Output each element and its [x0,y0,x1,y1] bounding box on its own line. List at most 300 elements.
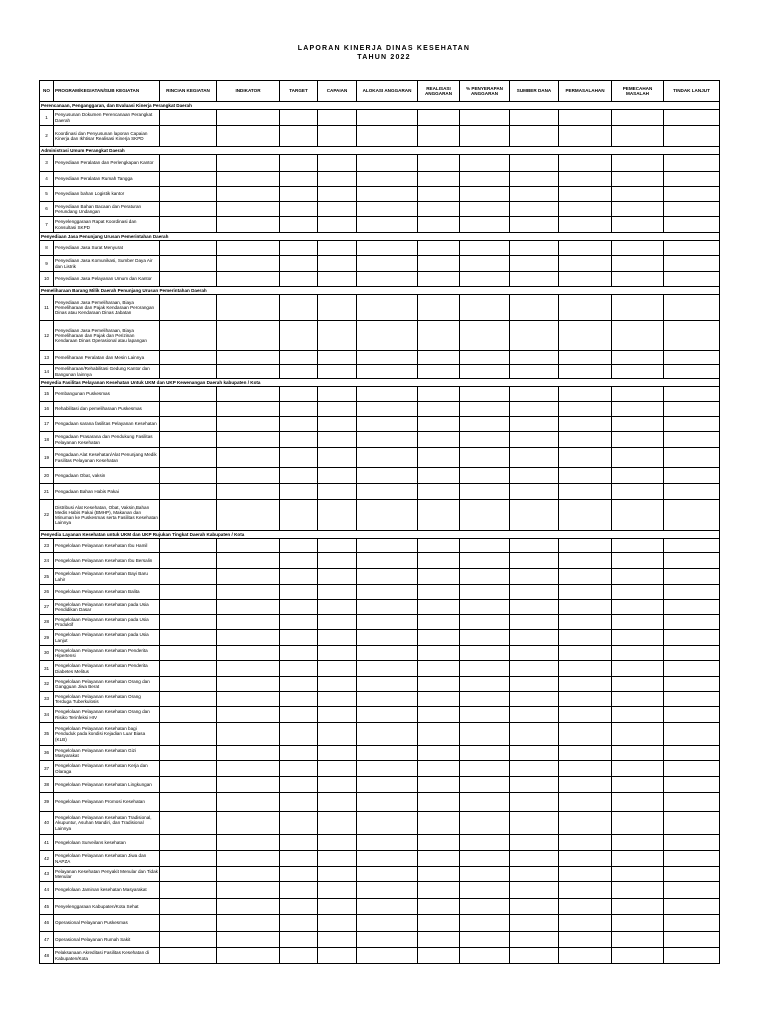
empty-cell [418,569,460,585]
empty-cell [460,468,510,484]
empty-cell [160,661,217,677]
empty-cell [318,793,357,812]
empty-cell [612,110,664,126]
empty-cell [460,899,510,915]
activity-name: Penyelenggaraan Rapat Koordinasi dan Konsultasi SKPD [54,217,160,233]
row-number: 12 [40,321,54,351]
empty-cell [418,585,460,600]
table-row [40,777,720,793]
empty-cell [510,915,559,932]
empty-cell [280,295,318,321]
empty-cell [460,793,510,812]
empty-cell [510,812,559,835]
empty-cell [460,851,510,867]
table-row [40,723,720,746]
section-row [40,379,720,387]
empty-cell [357,835,418,851]
empty-cell [460,110,510,126]
empty-cell [280,172,318,187]
empty-cell [418,351,460,365]
empty-cell [460,585,510,600]
empty-cell [418,835,460,851]
empty-cell [612,539,664,553]
column-header: SUMBER DANA [510,81,559,102]
empty-cell [280,761,318,777]
empty-cell [160,812,217,835]
empty-cell [280,387,318,402]
table-row [40,746,720,761]
empty-cell [418,851,460,867]
empty-cell [357,417,418,432]
empty-cell [318,692,357,707]
row-number: 37 [40,761,54,777]
empty-cell [217,793,280,812]
table-row [40,351,720,365]
table-row [40,365,720,379]
empty-cell [160,217,217,233]
table-row [40,217,720,233]
activity-name: Pengelolaan Pelayanan Kesehatan Tradisional, Akupuntur, Asuhan Mandiri, dan Tradisional Lainnya [54,812,160,835]
empty-cell [217,217,280,233]
empty-cell [160,851,217,867]
empty-cell [217,484,280,500]
empty-cell [664,272,720,287]
empty-cell [418,932,460,948]
empty-cell [217,432,280,448]
activity-name: Pengelolaan Pelayanan Kesehatan pada Usia Pendidikan Dasar [54,600,160,615]
table-row [40,835,720,851]
empty-cell [510,155,559,172]
empty-cell [612,202,664,217]
empty-cell [217,241,280,256]
empty-cell [559,661,612,677]
empty-cell [559,692,612,707]
row-number: 27 [40,600,54,615]
empty-cell [510,272,559,287]
empty-cell [460,812,510,835]
empty-cell [664,110,720,126]
empty-cell [357,746,418,761]
empty-cell [510,867,559,882]
empty-cell [318,746,357,761]
empty-cell [612,569,664,585]
empty-cell [510,677,559,692]
empty-cell [612,899,664,915]
empty-cell [460,500,510,531]
empty-cell [559,746,612,761]
empty-cell [559,600,612,615]
empty-cell [559,402,612,417]
empty-cell [217,202,280,217]
empty-cell [418,468,460,484]
empty-cell [318,417,357,432]
empty-cell [318,402,357,417]
empty-cell [280,417,318,432]
empty-cell [357,468,418,484]
table-row [40,432,720,448]
empty-cell [357,500,418,531]
empty-cell [418,777,460,793]
empty-cell [664,484,720,500]
activity-name: Pengadaan Prasarana dan Pendukung Fasilitas Pelayanan Kesehatan [54,432,160,448]
empty-cell [318,448,357,468]
empty-cell [357,365,418,379]
empty-cell [280,630,318,646]
empty-cell [160,882,217,899]
empty-cell [318,365,357,379]
empty-cell [510,448,559,468]
empty-cell [510,126,559,147]
table-row [40,387,720,402]
empty-cell [664,777,720,793]
empty-cell [217,500,280,531]
table-row [40,417,720,432]
empty-cell [160,110,217,126]
empty-cell [217,172,280,187]
row-number: 29 [40,630,54,646]
empty-cell [357,915,418,932]
column-header: PROGRAM/KEGIATAN/SUB KEGIATAN [54,81,160,102]
empty-cell [357,692,418,707]
activity-name: Pemeliharaan Peralatan dan Mesin Lainnya [54,351,160,365]
empty-cell [664,882,720,899]
empty-cell [160,630,217,646]
activity-name: Penyediaan bahan Logistik kantor [54,187,160,202]
empty-cell [559,646,612,661]
empty-cell [612,321,664,351]
empty-cell [460,387,510,402]
empty-cell [418,761,460,777]
empty-cell [318,723,357,746]
empty-cell [460,661,510,677]
empty-cell [217,661,280,677]
empty-cell [612,777,664,793]
empty-cell [160,777,217,793]
empty-cell [318,241,357,256]
empty-cell [280,155,318,172]
empty-cell [280,882,318,899]
empty-cell [217,468,280,484]
row-number: 31 [40,661,54,677]
empty-cell [460,948,510,964]
empty-cell [280,402,318,417]
table-row [40,241,720,256]
empty-cell [318,812,357,835]
empty-cell [357,882,418,899]
empty-cell [612,484,664,500]
empty-cell [510,882,559,899]
empty-cell [318,155,357,172]
activity-name: Penyediaan Jasa Pelayanan Umum dan Kantor [54,272,160,287]
empty-cell [280,110,318,126]
empty-cell [160,723,217,746]
empty-cell [160,707,217,723]
empty-cell [460,241,510,256]
empty-cell [217,615,280,630]
empty-cell [510,241,559,256]
table-row [40,155,720,172]
empty-cell [217,630,280,646]
row-number: 15 [40,387,54,402]
empty-cell [664,126,720,147]
empty-cell [160,387,217,402]
empty-cell [612,585,664,600]
empty-cell [280,272,318,287]
empty-cell [418,417,460,432]
row-number: 18 [40,432,54,448]
row-number: 30 [40,646,54,661]
column-header: RINCIAN KEGIATAN [160,81,217,102]
empty-cell [664,351,720,365]
activity-name: Penyediaan Bahan Bacaan dan Peraturan Perundang Undangan [54,202,160,217]
empty-cell [559,351,612,365]
empty-cell [612,646,664,661]
empty-cell [318,295,357,321]
empty-cell [664,707,720,723]
table-row [40,761,720,777]
row-number: 8 [40,241,54,256]
empty-cell [318,387,357,402]
empty-cell [418,500,460,531]
row-number: 4 [40,172,54,187]
table-row [40,915,720,932]
empty-cell [460,172,510,187]
empty-cell [280,126,318,147]
empty-cell [612,553,664,569]
empty-cell [418,202,460,217]
column-header: PERMASALAHAN [559,81,612,102]
row-number: 45 [40,899,54,915]
empty-cell [280,432,318,448]
empty-cell [280,851,318,867]
empty-cell [510,835,559,851]
empty-cell [280,256,318,272]
row-number: 48 [40,948,54,964]
empty-cell [664,948,720,964]
table-row [40,600,720,615]
empty-cell [418,126,460,147]
empty-cell [418,707,460,723]
empty-cell [280,835,318,851]
empty-cell [217,899,280,915]
empty-cell [217,569,280,585]
table-row [40,851,720,867]
table-row [40,500,720,531]
empty-cell [318,187,357,202]
column-header: CAPAIAN [318,81,357,102]
empty-cell [280,351,318,365]
empty-cell [418,661,460,677]
row-number: 43 [40,867,54,882]
activity-name: Pemeliharaan/Rehabilitasi Gedung Kantor dan Bangunan lainnya [54,365,160,379]
activity-name: Pengelolaan Jaminan kesehatan Masyarakat [54,882,160,899]
empty-cell [160,351,217,365]
row-number: 36 [40,746,54,761]
empty-cell [510,777,559,793]
empty-cell [510,707,559,723]
empty-cell [160,402,217,417]
empty-cell [318,835,357,851]
table-row [40,692,720,707]
activity-name: Pengelolaan Pelayanan Kesehatan Orang Terduga Tuberkulosis [54,692,160,707]
empty-cell [160,187,217,202]
column-header: NO [40,81,54,102]
activity-name: Pengelolaan Pelayanan Kesehatan Orang dan Gangguan Jiwa Berat [54,677,160,692]
empty-cell [510,321,559,351]
empty-cell [612,746,664,761]
empty-cell [318,661,357,677]
row-number: 23 [40,539,54,553]
row-number: 16 [40,402,54,417]
empty-cell [612,172,664,187]
table-row [40,402,720,417]
activity-name: Penyediaan Jasa Pemeliharaan, Biaya Pemeliharaan dan Pajak Kendaraan Perorangan Dinas atau Kendaraan Dinas Jabatan [54,295,160,321]
empty-cell [664,723,720,746]
table-row [40,172,720,187]
empty-cell [418,432,460,448]
empty-cell [418,448,460,468]
empty-cell [217,110,280,126]
empty-cell [559,110,612,126]
empty-cell [217,646,280,661]
empty-cell [460,600,510,615]
table-row [40,793,720,812]
empty-cell [559,155,612,172]
empty-cell [664,915,720,932]
empty-cell [160,202,217,217]
empty-cell [318,867,357,882]
empty-cell [280,723,318,746]
empty-cell [160,932,217,948]
empty-cell [418,948,460,964]
empty-cell [460,569,510,585]
empty-cell [160,569,217,585]
empty-cell [357,777,418,793]
empty-cell [418,295,460,321]
empty-cell [418,899,460,915]
table-row [40,882,720,899]
empty-cell [217,585,280,600]
empty-cell [217,761,280,777]
empty-cell [280,569,318,585]
empty-cell [418,172,460,187]
empty-cell [510,793,559,812]
section-row [40,102,720,110]
empty-cell [559,256,612,272]
empty-cell [612,272,664,287]
empty-cell [510,615,559,630]
empty-cell [280,812,318,835]
row-number: 22 [40,500,54,531]
empty-cell [664,600,720,615]
empty-cell [160,468,217,484]
activity-name: Penyediaan Peralatan Rumah Tangga [54,172,160,187]
empty-cell [664,569,720,585]
empty-cell [160,539,217,553]
activity-name: Pengelolaan Pelayanan Kesehatan Ibu Bersalin [54,553,160,569]
row-number: 13 [40,351,54,365]
table-row [40,677,720,692]
activity-name: Pengelolaan Pelayanan Kesehatan Balita [54,585,160,600]
row-number: 34 [40,707,54,723]
empty-cell [559,217,612,233]
empty-cell [460,932,510,948]
empty-cell [460,217,510,233]
empty-cell [280,217,318,233]
table-row [40,569,720,585]
empty-cell [280,899,318,915]
empty-cell [510,365,559,379]
empty-cell [318,432,357,448]
empty-cell [357,677,418,692]
empty-cell [418,241,460,256]
empty-cell [318,600,357,615]
empty-cell [664,646,720,661]
empty-cell [217,882,280,899]
activity-name: Pengadaan Obat, vaksin [54,468,160,484]
row-number: 2 [40,126,54,147]
empty-cell [460,187,510,202]
row-number: 38 [40,777,54,793]
empty-cell [460,417,510,432]
row-number: 42 [40,851,54,867]
empty-cell [559,707,612,723]
table-row [40,630,720,646]
empty-cell [418,187,460,202]
empty-cell [460,777,510,793]
empty-cell [460,351,510,365]
empty-cell [280,468,318,484]
empty-cell [612,661,664,677]
empty-cell [460,539,510,553]
empty-cell [318,882,357,899]
activity-name: Pengelolaan Pelayanan Kesehatan bagi Penduduk pada kondisi Kejadian Luar Biasa (KLB) [54,723,160,746]
empty-cell [664,677,720,692]
table-row [40,295,720,321]
empty-cell [664,692,720,707]
empty-cell [418,793,460,812]
empty-cell [217,387,280,402]
empty-cell [460,630,510,646]
empty-cell [612,867,664,882]
activity-name: Pengelolaan Pelayanan Kesehatan Jiwa dan NAPZA [54,851,160,867]
empty-cell [318,468,357,484]
empty-cell [357,723,418,746]
empty-cell [460,723,510,746]
column-header: ALOKASI ANGGARAN [357,81,418,102]
empty-cell [612,692,664,707]
activity-name: Pengelolaan Pelayanan Kesehatan Orang dan Risiko Terinfeksi HIV [54,707,160,723]
empty-cell [559,468,612,484]
section-row [40,531,720,539]
empty-cell [280,321,318,351]
activity-name: Pengelolaan Surveilans kesehatan [54,835,160,851]
empty-cell [510,500,559,531]
activity-name: Pengelolaan Pelayanan Kesehatan pada Usia Produktif [54,615,160,630]
empty-cell [280,600,318,615]
empty-cell [664,187,720,202]
empty-cell [357,761,418,777]
empty-cell [318,851,357,867]
empty-cell [612,217,664,233]
empty-cell [318,932,357,948]
activity-name: Operasional Pelayanan Rumah Sakit [54,932,160,948]
row-number: 19 [40,448,54,468]
empty-cell [357,217,418,233]
empty-cell [460,484,510,500]
empty-cell [160,432,217,448]
empty-cell [418,615,460,630]
